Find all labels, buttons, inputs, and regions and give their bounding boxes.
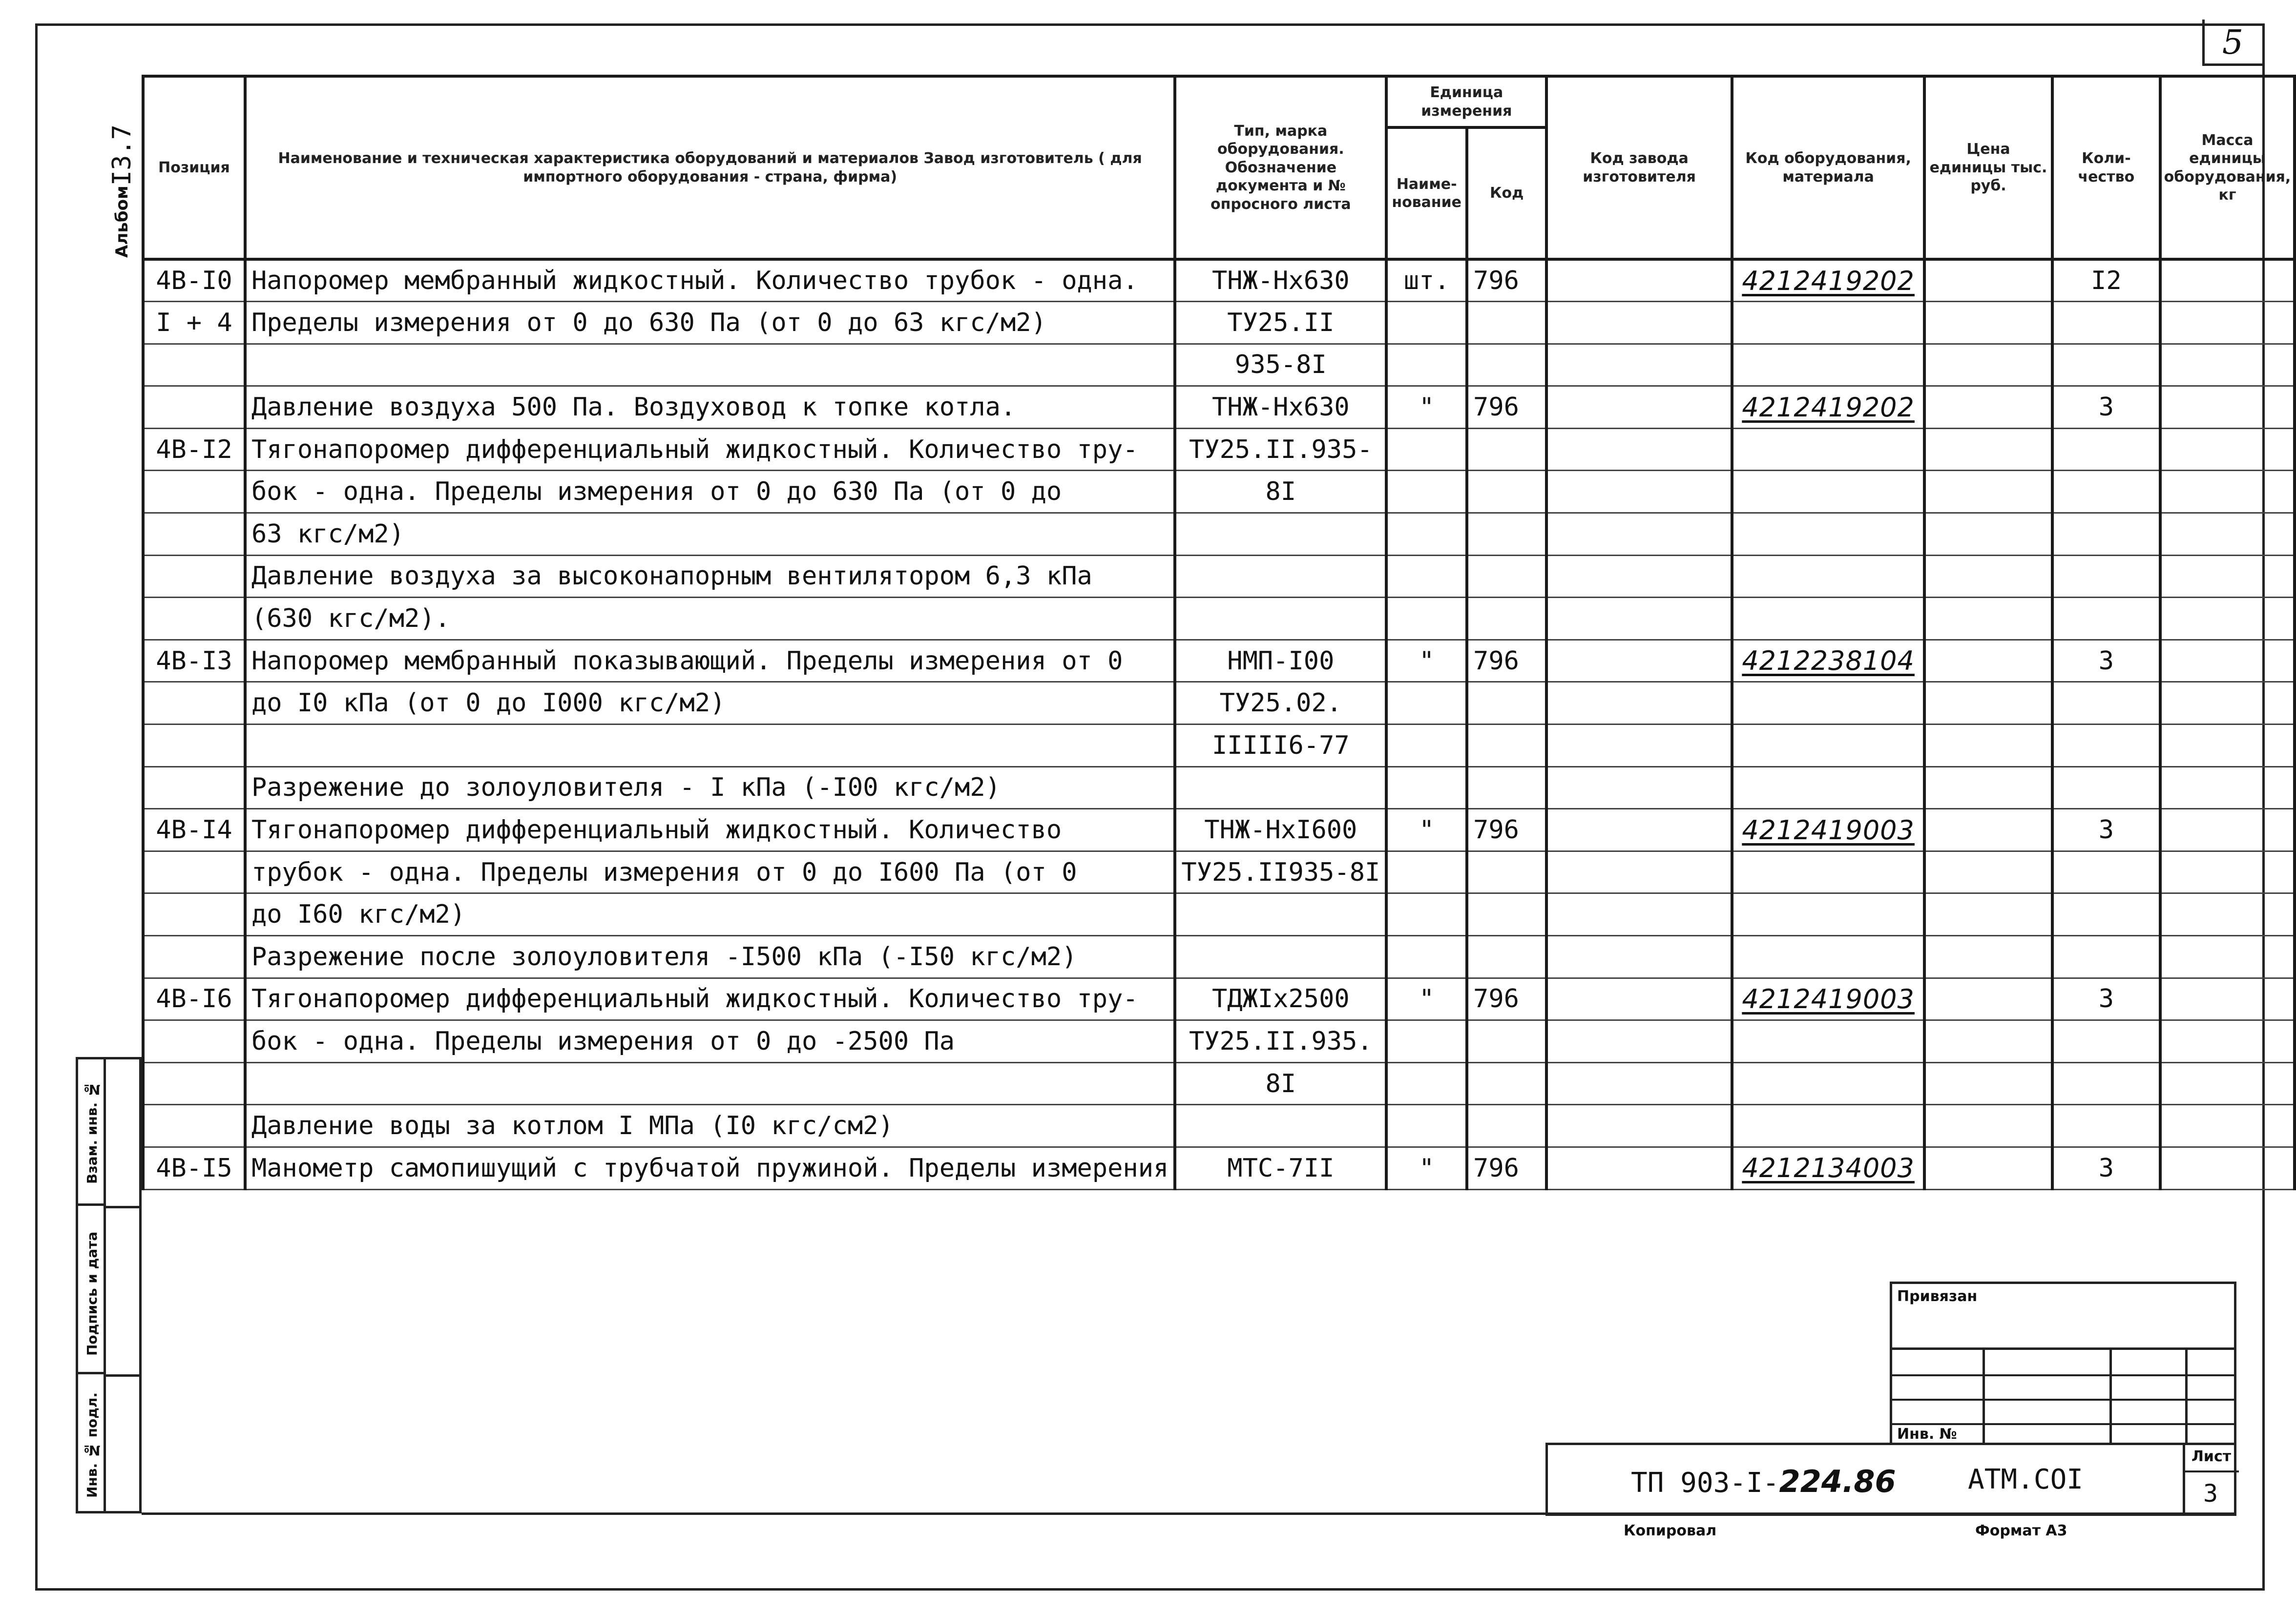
row-mass [2160,598,2295,640]
row-unit-code [1467,682,1546,725]
table-row [143,344,2295,386]
row-name [245,1062,1175,1105]
row-type: ТНЖ-Нх630 [1175,386,1386,429]
row-equip-code: 4212238104 [1732,640,1924,682]
header-name: Наименование и техническая характеристика оборудований и материалов Завод изготовитель ( для импортного оборудования - страна, фирма) [245,76,1175,259]
row-unit-name [1386,766,1467,809]
row-price [1924,766,2052,809]
header-unit: Единица измерения [1386,76,1546,127]
row-maker-code [1546,1062,1732,1105]
row-unit-code [1467,1105,1546,1147]
doc-number-hand: 224.86 [1779,1464,1896,1499]
row-qty [2052,1062,2160,1105]
row-equip-code [1732,513,1924,556]
row-name: Тягонапоромер дифференциальный жидкостный. Количество [245,809,1175,851]
row-position [143,1062,245,1105]
row-unit-code: 796 [1467,978,1546,1020]
row-price [1924,471,2052,513]
row-qty [2052,555,2160,598]
row-price [1924,259,2052,302]
row-price [1924,555,2052,598]
row-maker-code [1546,259,1732,302]
side-stamp-sign: Подпись и дата [84,1231,100,1356]
row-type [1175,766,1386,809]
row-name: Пределы измерения от 0 до 630 Па (от 0 до 63 кгс/м2) [245,302,1175,344]
table-row [143,1020,2295,1063]
row-mass [2160,893,2295,936]
table-row [143,893,2295,936]
table-row [143,682,2295,725]
row-type: ТУ25.II.935. [1175,1020,1386,1063]
table-row [143,428,2295,471]
row-equip-code [1732,893,1924,936]
row-mass [2160,851,2295,893]
row-maker-code [1546,640,1732,682]
row-position [143,725,245,767]
row-mass [2160,302,2295,344]
privyazan-box [1890,1282,2236,1350]
side-stamp-blank [106,1057,142,1513]
row-type: 935-8I [1175,344,1386,386]
row-position: I + 4 [143,302,245,344]
row-unit-code [1467,513,1546,556]
row-equip-code [1732,725,1924,767]
row-position [143,851,245,893]
row-price [1924,809,2052,851]
table-row [143,725,2295,767]
row-price [1924,598,2052,640]
row-unit-code [1467,471,1546,513]
row-maker-code [1546,851,1732,893]
row-maker-code [1546,598,1732,640]
row-type [1175,598,1386,640]
row-qty [2052,344,2160,386]
side-stamp-inv: Инв. № подл. [84,1392,100,1498]
row-equip-code [1732,1105,1924,1147]
row-unit-name [1386,1105,1467,1147]
row-maker-code [1546,1105,1732,1147]
table-row [143,1105,2295,1147]
row-name: 63 кгс/м2) [245,513,1175,556]
row-type: НМП-I00 [1175,640,1386,682]
row-maker-code [1546,555,1732,598]
row-name: Напоромер мембранный показывающий. Пределы измерения от 0 [245,640,1175,682]
row-type: ТУ25.II935-8I [1175,851,1386,893]
row-position [143,386,245,429]
doc-prefix: ТП 903-I- [1631,1467,1779,1499]
row-unit-code [1467,1062,1546,1105]
table-row [143,766,2295,809]
row-name: бок - одна. Пределы измерения от 0 до -2500 Па [245,1020,1175,1063]
row-unit-name [1386,1020,1467,1063]
side-stamp-vzam: Взам. инв. № [84,1081,100,1184]
row-unit-name: " [1386,809,1467,851]
table-row [143,640,2295,682]
row-price [1924,513,2052,556]
row-mass [2160,682,2295,725]
row-unit-name [1386,725,1467,767]
row-equip-code [1732,302,1924,344]
row-price [1924,344,2052,386]
row-type: МТС-7II [1175,1147,1386,1189]
row-equip-code [1732,766,1924,809]
row-price [1924,1062,2052,1105]
row-position [143,682,245,725]
row-unit-code: 796 [1467,259,1546,302]
row-unit-name: шт. [1386,259,1467,302]
row-equip-code [1732,555,1924,598]
table-row [143,471,2295,513]
side-stamp [76,1057,106,1513]
row-position: 4В-I6 [143,978,245,1020]
row-price [1924,386,2052,429]
header-position: Позиция [143,76,245,259]
row-qty [2052,893,2160,936]
row-qty [2052,1020,2160,1063]
row-unit-code: 796 [1467,1147,1546,1189]
table-row [143,1147,2295,1189]
row-equip-code [1732,851,1924,893]
row-price [1924,428,2052,471]
row-unit-name [1386,471,1467,513]
row-equip-code [1732,471,1924,513]
row-unit-name [1386,344,1467,386]
header-equip-code: Код оборудования, материала [1732,76,1924,259]
header-price: Цена единицы тыс. руб. [1924,76,2052,259]
row-qty [2052,302,2160,344]
row-name: Манометр самопишущий с трубчатой пружиной. Пределы измерения [245,1147,1175,1189]
row-maker-code [1546,1147,1732,1189]
row-qty [2052,471,2160,513]
row-qty: 3 [2052,1147,2160,1189]
row-equip-code: 4212419202 [1732,259,1924,302]
row-unit-code [1467,344,1546,386]
row-type [1175,1105,1386,1147]
row-position [143,513,245,556]
row-name: (630 кгс/м2). [245,598,1175,640]
row-name: Тягонапоромер дифференциальный жидкостный. Количество тру- [245,978,1175,1020]
row-equip-code: 4212419003 [1732,978,1924,1020]
row-unit-code [1467,428,1546,471]
row-name: Тягонапоромер дифференциальный жидкостный. Количество тру- [245,428,1175,471]
row-price [1924,1020,2052,1063]
row-unit-name [1386,302,1467,344]
row-equip-code [1732,428,1924,471]
format-label: Формат А3 [1975,1522,2067,1539]
row-maker-code [1546,936,1732,978]
row-unit-name [1386,598,1467,640]
row-mass [2160,344,2295,386]
row-equip-code [1732,1062,1924,1105]
row-name: Разрежение до золоуловителя - I кПа (-I00 кгс/м2) [245,766,1175,809]
table-row [143,1062,2295,1105]
row-qty [2052,766,2160,809]
row-mass [2160,259,2295,302]
row-equip-code [1732,344,1924,386]
row-mass [2160,1105,2295,1147]
page-number: 5 [2222,23,2244,62]
row-equip-code: 4212419003 [1732,809,1924,851]
row-maker-code [1546,344,1732,386]
row-unit-code [1467,725,1546,767]
row-position [143,471,245,513]
row-mass [2160,555,2295,598]
row-qty [2052,513,2160,556]
row-position: 4В-I2 [143,428,245,471]
row-unit-code [1467,1020,1546,1063]
row-unit-code [1467,936,1546,978]
row-unit-name [1386,851,1467,893]
row-equip-code: 4212134003 [1732,1147,1924,1189]
row-maker-code [1546,386,1732,429]
header-qty: Коли- чество [2052,76,2160,259]
row-name: Давление воздуха за высоконапорным вентилятором 6,3 кПа [245,555,1175,598]
row-position [143,1020,245,1063]
row-qty [2052,936,2160,978]
row-name: Давление воздуха 500 Па. Воздуховод к топке котла. [245,386,1175,429]
header-unit-code: Код [1467,127,1546,259]
row-unit-name: " [1386,386,1467,429]
row-position [143,1105,245,1147]
row-name: Напоромер мембранный жидкостный. Количество трубок - одна. [245,259,1175,302]
row-name: бок - одна. Пределы измерения от 0 до 630 Па (от 0 до [245,471,1175,513]
row-price [1924,1105,2052,1147]
row-qty [2052,851,2160,893]
table-row [143,386,2295,429]
row-maker-code [1546,428,1732,471]
row-mass [2160,1020,2295,1063]
row-type: ТДЖIх2500 [1175,978,1386,1020]
row-unit-name [1386,682,1467,725]
row-unit-code [1467,302,1546,344]
header-unit-name: Наиме- нование [1386,127,1467,259]
table-row [143,978,2295,1020]
row-name [245,344,1175,386]
album-label-text: Альбом [112,186,132,258]
row-mass [2160,428,2295,471]
row-qty [2052,598,2160,640]
row-equip-code [1732,1020,1924,1063]
row-mass [2160,471,2295,513]
row-price [1924,936,2052,978]
row-mass [2160,978,2295,1020]
row-unit-code [1467,598,1546,640]
row-qty [2052,428,2160,471]
revision-grid [1890,1347,2236,1445]
row-unit-name [1386,936,1467,978]
row-type: ТУ25.02. [1175,682,1386,725]
table-row [143,555,2295,598]
row-type: ТНЖ-Нх630 [1175,259,1386,302]
row-mass [2160,1062,2295,1105]
row-qty: 3 [2052,809,2160,851]
row-position [143,598,245,640]
row-unit-name [1386,428,1467,471]
specification-table [142,75,2296,1190]
row-type: ТУ25.II.935- [1175,428,1386,471]
row-position [143,344,245,386]
row-price [1924,640,2052,682]
row-position [143,936,245,978]
row-maker-code [1546,471,1732,513]
row-maker-code [1546,1020,1732,1063]
row-type [1175,893,1386,936]
row-type: 8I [1175,1062,1386,1105]
row-position [143,766,245,809]
row-position: 4В-I4 [143,809,245,851]
row-maker-code [1546,302,1732,344]
row-name: трубок - одна. Пределы измерения от 0 до I600 Па (от 0 [245,851,1175,893]
table-row [143,809,2295,851]
header-mass: Масса единицы оборудования, кг [2160,76,2295,259]
row-price [1924,302,2052,344]
row-unit-name [1386,893,1467,936]
privyazan-label: Привязан [1897,1288,1978,1305]
list-value: 3 [2203,1479,2218,1508]
header-maker-code: Код завода изготовителя [1546,76,1732,259]
row-unit-code: 796 [1467,640,1546,682]
row-price [1924,893,2052,936]
row-unit-name [1386,513,1467,556]
row-unit-name [1386,1062,1467,1105]
row-mass [2160,936,2295,978]
row-type [1175,936,1386,978]
header-type: Тип, марка оборудования. Обозначение документа и № опросного листа [1175,76,1386,259]
row-qty [2052,725,2160,767]
row-position: 4В-I5 [143,1147,245,1189]
row-unit-code: 796 [1467,809,1546,851]
row-price [1924,851,2052,893]
album-label [107,124,137,258]
row-mass [2160,1147,2295,1189]
row-price [1924,978,2052,1020]
table-row [143,259,2295,302]
row-maker-code [1546,978,1732,1020]
row-unit-code [1467,766,1546,809]
row-type: ТУ25.II [1175,302,1386,344]
row-unit-name: " [1386,640,1467,682]
row-equip-code [1732,682,1924,725]
row-mass [2160,766,2295,809]
row-maker-code [1546,893,1732,936]
row-qty [2052,682,2160,725]
row-position [143,555,245,598]
row-mass [2160,513,2295,556]
album-number: I3.7 [107,124,137,186]
row-qty [2052,1105,2160,1147]
row-mass [2160,725,2295,767]
row-mass [2160,386,2295,429]
row-equip-code [1732,598,1924,640]
row-qty: 3 [2052,386,2160,429]
table-row [143,302,2295,344]
row-price [1924,725,2052,767]
row-type: ТНЖ-НхI600 [1175,809,1386,851]
row-type: 8I [1175,471,1386,513]
table-row [143,851,2295,893]
document-number [1631,1464,1896,1499]
row-name [245,725,1175,767]
row-name: до I60 кгс/м2) [245,893,1175,936]
row-position: 4В-I0 [143,259,245,302]
row-maker-code [1546,766,1732,809]
row-type [1175,513,1386,556]
inv-no-label: Инв. № [1897,1426,1957,1443]
row-price [1924,682,2052,725]
row-position [143,893,245,936]
row-name: до I0 кПа (от 0 до I000 кгс/м2) [245,682,1175,725]
table-row [143,598,2295,640]
row-unit-name: " [1386,1147,1467,1189]
row-name: Давление воды за котлом I МПа (I0 кгс/см2) [245,1105,1175,1147]
row-type: IIIII6-77 [1175,725,1386,767]
row-name: Разрежение после золоуловителя -I500 кПа (-I50 кгс/м2) [245,936,1175,978]
row-maker-code [1546,725,1732,767]
row-position: 4В-I3 [143,640,245,682]
row-qty: 3 [2052,978,2160,1020]
list-label: Лист [2192,1448,2232,1465]
row-qty: 3 [2052,640,2160,682]
row-equip-code [1732,936,1924,978]
row-unit-name: " [1386,978,1467,1020]
copied-label: Копировал [1624,1522,1717,1539]
row-unit-name [1386,555,1467,598]
row-type [1175,555,1386,598]
row-price [1924,1147,2052,1189]
row-qty: I2 [2052,259,2160,302]
row-unit-code [1467,555,1546,598]
table-row [143,936,2295,978]
row-maker-code [1546,809,1732,851]
row-unit-code [1467,893,1546,936]
document-mark: АТМ.СОI [1968,1464,2084,1495]
row-unit-code [1467,851,1546,893]
row-maker-code [1546,513,1732,556]
row-unit-code: 796 [1467,386,1546,429]
row-equip-code: 4212419202 [1732,386,1924,429]
row-mass [2160,640,2295,682]
row-maker-code [1546,682,1732,725]
table-row [143,513,2295,556]
row-mass [2160,809,2295,851]
